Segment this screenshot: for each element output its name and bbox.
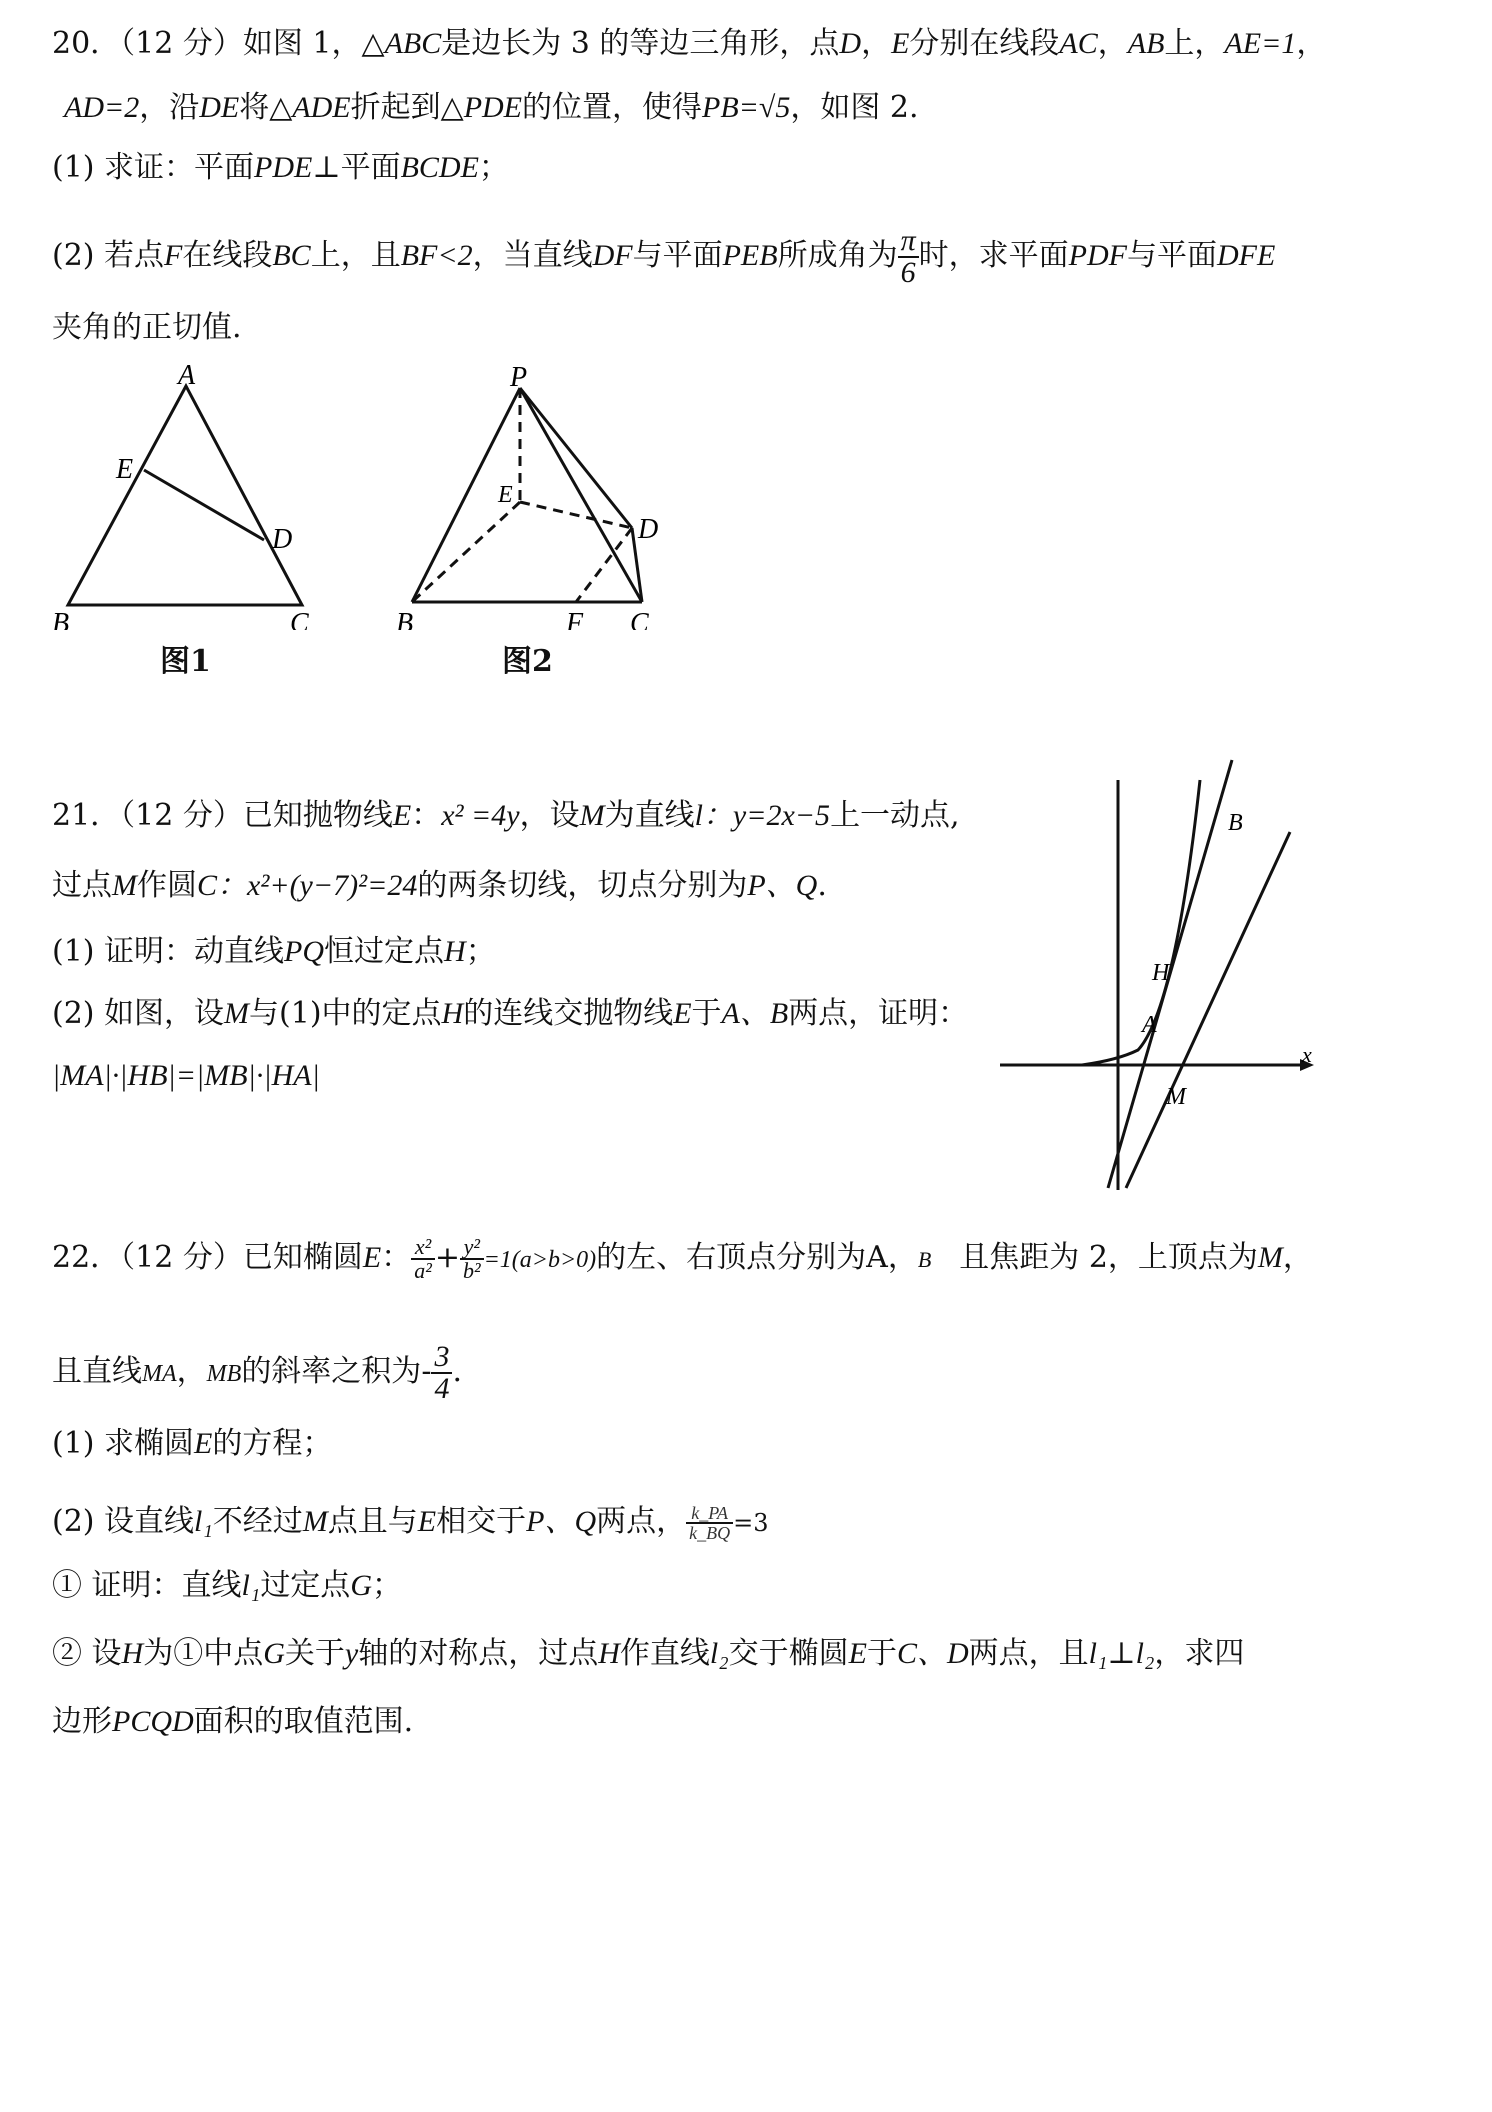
q20-plane-dfe: DFE [1216, 239, 1276, 272]
q22-comma: ， [1282, 1240, 1313, 1275]
q20-text: 与平面 [632, 238, 723, 273]
q22-quad-pcqd: PCQD [112, 1705, 194, 1738]
q22-slope-num: 3 [431, 1342, 452, 1374]
q20-text: ⊥平面 [312, 150, 401, 185]
q22-plus: + [434, 1240, 460, 1275]
q20-text: 夹角的正切值. [52, 310, 242, 345]
q22-point-m: M [302, 1505, 328, 1538]
q20-text: ，如图 2. [790, 90, 919, 125]
q22-text: 面积的取值范围. [193, 1704, 414, 1739]
q22-text: 且焦距为 2，上顶点为 [959, 1240, 1258, 1275]
q21-parabola-e: E [392, 799, 412, 832]
q21-text: 的两条切线，切点分别为 [417, 868, 748, 903]
q22-text: 的斜率之积为 [241, 1354, 422, 1389]
q20-text: 将 [239, 90, 270, 125]
q20-text: 上， [1164, 26, 1225, 61]
q21-point-h: H [444, 935, 466, 968]
q22-text: ② 设 [52, 1636, 122, 1671]
q21-circle-eq: ：x²+(y−7)²=24 [217, 869, 418, 902]
q21-text: (2) 如图，设 [52, 996, 225, 1031]
label-m: M [1166, 1084, 1186, 1110]
edge-eb [412, 502, 520, 602]
q21-text: (1) 证明：动直线 [52, 934, 285, 969]
q20-part2-cont [52, 308, 242, 348]
q22-line-l1: l₁ [194, 1505, 213, 1538]
q22-x-fraction [411, 1236, 435, 1282]
q22-x2: x² [411, 1236, 435, 1260]
q20-comma: ， [1097, 26, 1128, 61]
q21-text: 上一动点, [830, 798, 960, 833]
q21-line-eq: ：y=2x−5 [702, 799, 831, 832]
q22-text: ，求四 [1154, 1636, 1245, 1671]
line-mh [1108, 760, 1232, 1188]
q20-part1 [52, 148, 509, 188]
q21-part2 [52, 994, 968, 1034]
q20-figure-1 [40, 360, 340, 630]
q20-text: 上，且 [310, 238, 401, 273]
q21-text: 21．（12 分）已知抛物线 [52, 798, 393, 833]
q22-ratio-fraction [686, 1504, 733, 1542]
q20-line-1 [52, 24, 1326, 64]
q22-text: ① 证明：直线 [52, 1568, 242, 1603]
label-c: C [630, 608, 649, 630]
q22-comma: ， [887, 1240, 918, 1275]
q21-part1 [52, 932, 496, 972]
q20-point-e: E [891, 27, 910, 60]
q20-seg-ac: AC [1059, 27, 1098, 60]
q20-angle-num: π [898, 226, 919, 258]
q22-perp: l₁⊥l₂ [1088, 1637, 1155, 1670]
q20-line-df: DF [592, 239, 633, 272]
q22-points-cd: C、D [896, 1637, 969, 1670]
q21-text: 两点，证明： [788, 996, 969, 1031]
q20-figure-2-caption: 图2 [502, 644, 553, 679]
label-e: E [116, 454, 134, 485]
q21-parabola-eq: x² =4y [441, 799, 520, 832]
q20-pb-sqrt: √5 [758, 91, 791, 124]
parabola-curve [1082, 780, 1200, 1065]
q22-line-2 [52, 1342, 462, 1404]
q22-text: (1) 求椭圆 [52, 1426, 195, 1461]
q20-pb-eq: PB= [702, 91, 759, 124]
q22-text: 相交于 [436, 1504, 527, 1539]
q22-y-fraction [460, 1236, 484, 1282]
q20-plane-pde: PDE [254, 151, 313, 184]
q20-text: 的位置，使得 [522, 90, 703, 125]
q22-text: 为①中点 [143, 1636, 264, 1671]
q22-text: 关于 [284, 1636, 345, 1671]
q21-parabola-e: E [673, 997, 692, 1030]
q21-text: ： [411, 798, 442, 833]
q20-ae-eq: AE=1 [1224, 27, 1297, 60]
q20-triangle-abc: △ABC [361, 27, 442, 60]
q22-part2 [52, 1502, 769, 1543]
q20-text: 所成角为 [777, 238, 898, 273]
label-b: B [52, 608, 70, 630]
q22-b2: b² [462, 1258, 481, 1283]
q21-point-m: M [224, 997, 250, 1030]
q21-text: 作圆 [137, 868, 197, 903]
q20-text: 分别在线段 [909, 26, 1060, 61]
q21-line-1 [52, 796, 960, 836]
q22-ellipse-e: E [194, 1427, 213, 1460]
q21-text: 恒过定点 [324, 934, 445, 969]
q21-circle-c: C [197, 869, 218, 902]
q22-ratio-eq: =3 [733, 1509, 769, 1537]
q22-ellipse-e: E [417, 1505, 437, 1538]
pyramid-pbcde-diagram [390, 360, 690, 630]
q20-intro: 20．（12 分）如图 1， [52, 26, 362, 61]
q20-plane-bcde: BCDE [400, 151, 479, 184]
q22-text: 22．（12 分）已知椭圆 [52, 1240, 363, 1275]
q22-point-h: H [598, 1637, 620, 1670]
q22-text: 作直线 [619, 1636, 710, 1671]
q22-text: 交于椭圆 [728, 1636, 849, 1671]
q20-figure-2 [390, 360, 690, 630]
q22-text: ； [371, 1568, 402, 1603]
label-b: B [396, 608, 414, 630]
q21-part2-eq [52, 1056, 320, 1096]
q21-text: 于 [691, 996, 722, 1031]
q22-point-g: G [350, 1569, 372, 1602]
label-a: A [178, 360, 196, 391]
label-f: F [566, 608, 584, 630]
q21-text: ； [465, 934, 496, 969]
q20-line-2 [64, 88, 919, 128]
q22-text: ： [381, 1240, 412, 1275]
q22-y2: y² [460, 1236, 484, 1260]
q22-text: 不经过 [212, 1504, 303, 1539]
q21-line-2 [52, 866, 827, 906]
q20-comma: ， [1296, 26, 1327, 61]
q20-text: 折起到 [350, 90, 441, 125]
edge-df [576, 528, 632, 602]
segment-de [144, 470, 264, 540]
q22-line-ma: MA [142, 1361, 177, 1387]
q22-text: 轴的对称点，过点 [358, 1636, 599, 1671]
q20-text: (2) 若点 [52, 238, 165, 273]
q20-plane-peb: PEB [722, 239, 778, 272]
q22-line-l1: l₁ [241, 1569, 261, 1602]
label-c: C [290, 608, 309, 630]
q20-figure-1-caption: 图1 [160, 644, 211, 679]
label-p: P [510, 362, 528, 393]
q20-angle-fraction [898, 226, 919, 288]
line-l [1126, 832, 1290, 1188]
q21-figure [1000, 740, 1330, 1200]
q22-text: 于 [866, 1636, 897, 1671]
q22-text: 过定点 [260, 1568, 351, 1603]
q21-points-pq: P、Q [747, 869, 818, 902]
q20-angle-den: 6 [900, 256, 916, 289]
q22-point-g: G [263, 1637, 285, 1670]
q20-point-d: D [839, 27, 862, 60]
q20-tri-pde: △PDE [440, 91, 523, 124]
q22-minus: - [421, 1354, 432, 1389]
q22-part1 [52, 1424, 332, 1464]
q22-ellipse-e: E [848, 1637, 867, 1670]
q20-text: 时，求平面 [918, 238, 1069, 273]
q22-y-axis: y [344, 1637, 359, 1670]
q22-text: 两点， [596, 1504, 687, 1539]
label-x: x [1302, 1042, 1312, 1067]
edge-pc [520, 388, 642, 602]
q22-point-h: H [121, 1637, 144, 1670]
q20-seg-de: DE [199, 91, 240, 124]
q22-vertex-a: A [866, 1240, 888, 1275]
q22-line-mb: MB [206, 1361, 242, 1387]
q20-tri-ade: △ADE [269, 91, 351, 124]
label-d: D [638, 514, 659, 545]
q20-bf-ineq: BF<2 [400, 239, 473, 272]
q21-text: . [817, 868, 827, 903]
q22-ratio-den: k_BQ [689, 1523, 731, 1543]
q22-text: (2) 设直线 [52, 1504, 195, 1539]
label-e: E [498, 482, 513, 508]
q21-text: ，设 [519, 798, 580, 833]
q20-seg-bc: BC [272, 239, 311, 272]
q20-text: ，当直线 [472, 238, 593, 273]
label-d: D [272, 524, 293, 555]
q22-sub1 [52, 1566, 402, 1606]
q20-comma: ， [861, 26, 892, 61]
q20-text: ，沿 [139, 90, 200, 125]
q22-vertex-b: B [917, 1247, 932, 1272]
q20-part2 [52, 226, 1275, 288]
q20-text: 是边长为 3 的等边三角形，点 [441, 26, 840, 61]
q21-point-m: M [112, 869, 137, 902]
q20-text: 与平面 [1126, 238, 1217, 273]
q22-text: 的左、右顶点分别为 [596, 1240, 867, 1275]
q21-text: 与(1)中的定点 [249, 996, 442, 1031]
q22-ratio-num: k_PA [686, 1504, 733, 1524]
label-a: A [1142, 1012, 1157, 1038]
q21-text: 为直线 [604, 798, 695, 833]
label-h: H [1152, 960, 1170, 986]
q20-text: (1) 求证：平面 [52, 150, 255, 185]
q22-points-pq: P、Q [526, 1505, 597, 1538]
label-b: B [1228, 810, 1243, 836]
triangle-abc-diagram [40, 360, 340, 630]
q22-text: 点且与 [327, 1504, 418, 1539]
q20-text: 在线段 [182, 238, 273, 273]
parabola-tangent-diagram [1000, 740, 1330, 1200]
q21-distance-eq: |MA|·|HB|=|MB|·|HA| [52, 1059, 320, 1092]
q21-point-h: H [441, 997, 464, 1030]
q22-line-l2: l₂ [709, 1637, 729, 1670]
q21-point-m: M [579, 799, 605, 832]
q22-sub2 [52, 1634, 1244, 1674]
q22-top-m: M [1257, 1241, 1283, 1274]
q22-sub2-cont [52, 1702, 413, 1742]
q21-line-l: l [694, 799, 703, 832]
q22-text: 的方程； [212, 1426, 333, 1461]
q20-seg-ab: AB [1127, 27, 1165, 60]
q21-line-pq: PQ [284, 935, 325, 968]
q21-text: 的连线交抛物线 [463, 996, 674, 1031]
q22-comma: ， [176, 1354, 207, 1389]
q22-text: 且直线 [52, 1354, 142, 1389]
q22-ellipse-e: E [362, 1241, 382, 1274]
q22-text: 边形 [52, 1704, 112, 1739]
q22-slope-fraction [431, 1342, 452, 1404]
q22-text: . [452, 1354, 462, 1389]
q22-eq-tail: =1(a>b>0) [483, 1247, 597, 1273]
q20-plane-pdf: PDF [1068, 239, 1127, 272]
q20-ad-eq: AD=2 [64, 91, 140, 124]
q22-line-1 [52, 1236, 1313, 1282]
q20-point-f: F [164, 239, 183, 272]
q22-a2: a² [414, 1258, 432, 1283]
q21-points-ab: A、B [721, 997, 789, 1030]
q21-text: 过点 [52, 868, 112, 903]
q20-text: ； [478, 150, 509, 185]
q22-slope-den: 4 [434, 1372, 450, 1405]
q22-text: 两点，且 [968, 1636, 1089, 1671]
